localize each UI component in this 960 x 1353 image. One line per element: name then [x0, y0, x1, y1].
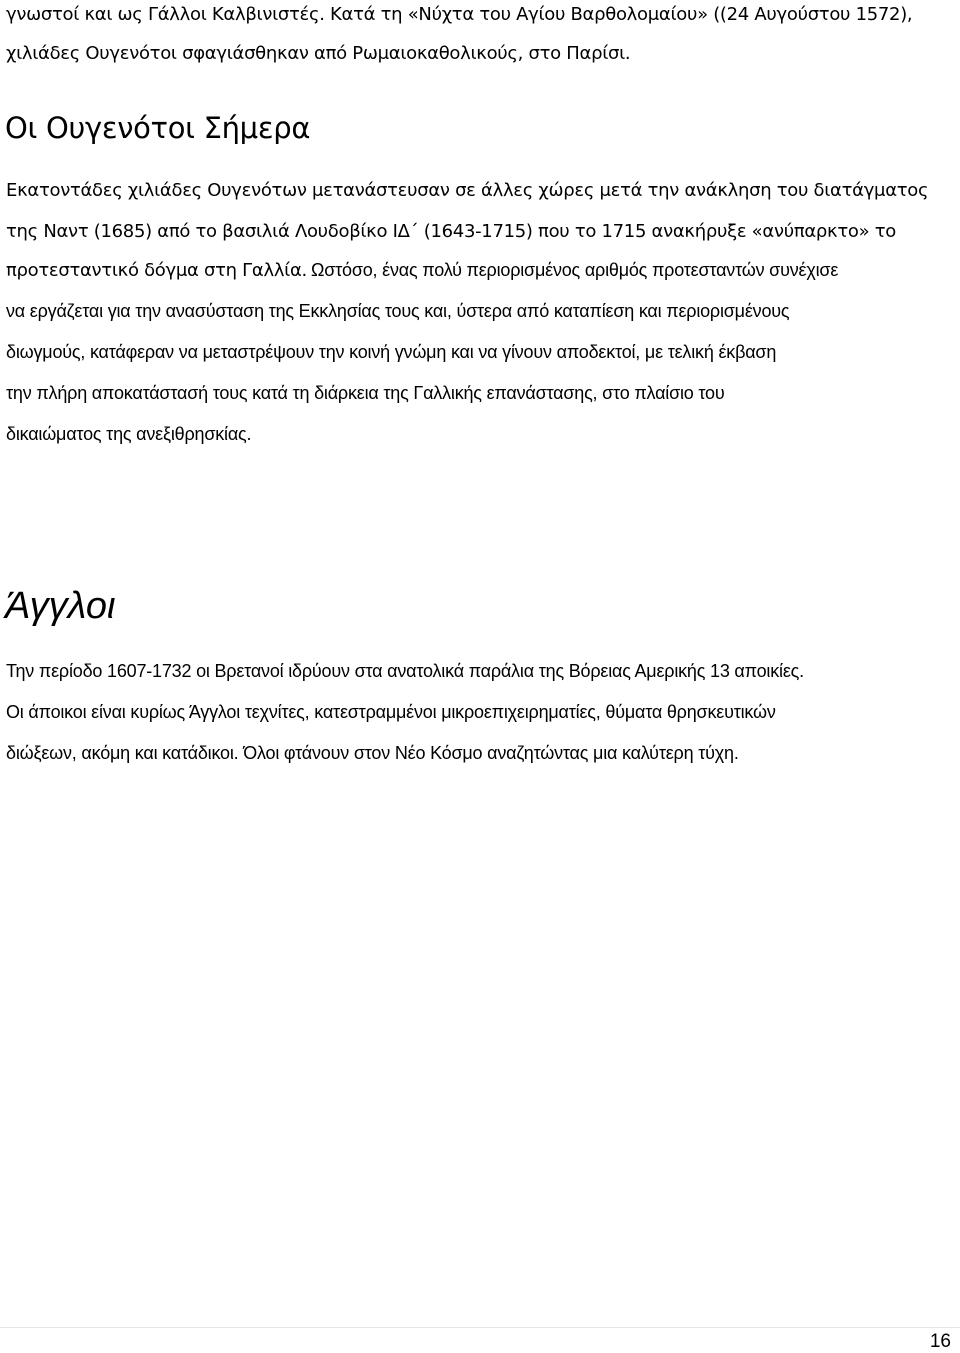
huguenots-line-4: να εργάζεται για την ανασύσταση της Εκκλησίας τους και, ύστερα από καταπίεση και περιορισμένους — [6, 301, 790, 321]
english-line-2: Οι άποικοι είναι κυρίως Άγγλοι τεχνίτες, κατεστραμμένοι μικροεπιχειρηματίες, θύματα θρησκευτικών — [6, 702, 776, 722]
page-number: 16 — [929, 1331, 951, 1352]
huguenots-line-3b: Ωστόσο, ένας πολύ περιορισμένος αριθμός προτεσταντών συνέχισε — [310, 260, 839, 280]
section-heading-english: Άγγλοι — [5, 585, 116, 627]
huguenots-line-1: Εκατοντάδες χιλιάδες Ουγενότων μετανάστευσαν σε άλλες χώρες μετά την ανάκληση του διατάγματος — [6, 180, 929, 201]
english-line-3b: Όλοι φτάνουν στον Νέο Κόσμο αναζητώντας μια καλύτερη τύχη. — [243, 743, 739, 763]
intro-line-2: χιλιάδες Ουγενότοι σφαγιάσθηκαν από Ρωμαιοκαθολικούς, στο Παρίσι. — [6, 43, 631, 64]
footer-divider — [0, 1327, 960, 1328]
english-line-3a: διώξεων, ακόμη και κατάδικοι. — [6, 743, 239, 763]
huguenots-line-3 — [6, 260, 838, 281]
huguenots-line-7: δικαιώματος της ανεξιθρησκίας. — [6, 424, 252, 444]
english-line-3 — [6, 743, 739, 764]
huguenots-line-6: την πλήρη αποκατάστασή τους κατά τη διάρκεια της Γαλλικής επανάστασης, στο πλαίσιο του — [6, 383, 725, 403]
intro-line-1: γνωστοί και ως Γάλλοι Καλβινιστές. Κατά τη «Νύχτα του Αγίου Βαρθολομαίου» ((24 Αυγούστου 1572), — [6, 4, 913, 25]
english-line-1: Την περίοδο 1607-1732 οι Βρετανοί ιδρύουν στα ανατολικά παράλια της Βόρειας Αμερικής 13 αποικίες. — [6, 661, 804, 681]
section-heading-huguenots: Οι Ουγενότοι Σήμερα — [5, 111, 311, 145]
huguenots-line-2: της Ναντ (1685) από το βασιλιά Λουδοβίκο ΙΔ΄ (1643-1715) που το 1715 ανακήρυξε «ανύπαρκτο» το — [6, 221, 896, 242]
huguenots-line-5: διωγμούς, κατάφεραν να μεταστρέψουν την κοινή γνώμη και να γίνουν αποδεκτοί, με τελική έκβαση — [6, 342, 777, 362]
huguenots-line-3a: προτεσταντικό δόγμα στη Γαλλία. — [6, 260, 307, 281]
